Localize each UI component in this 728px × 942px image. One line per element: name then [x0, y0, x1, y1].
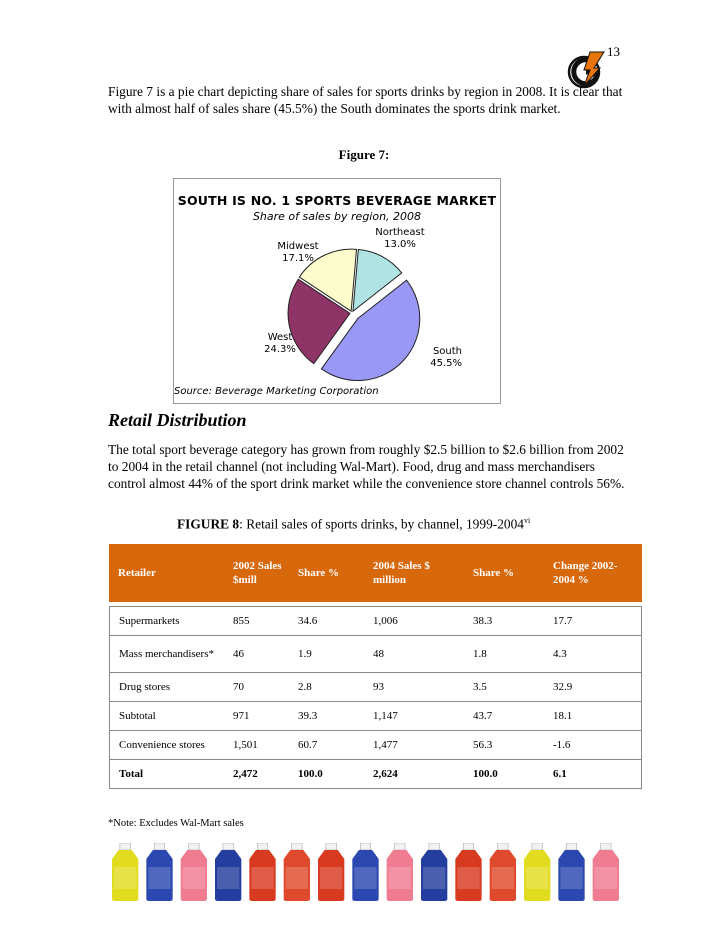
table-cell: 56.3	[464, 730, 544, 759]
page-number: 13	[607, 44, 620, 59]
slice-name: West	[267, 332, 293, 343]
table-row	[109, 701, 642, 730]
table-cell: 60.7	[289, 730, 364, 759]
bottle-icon	[558, 843, 584, 901]
column-header: Change 2002-2004 %	[544, 544, 642, 602]
table-cell: Total	[109, 759, 224, 789]
bottle-icon	[421, 843, 447, 901]
bottle-icon	[387, 843, 413, 901]
slice-label-west	[258, 332, 302, 356]
table-cell: 3.5	[464, 672, 544, 701]
table-cell: 32.9	[544, 672, 642, 701]
bottle-icon	[284, 843, 310, 901]
table-header-row	[109, 544, 642, 602]
figure8-caption-text: : Retail sales of sports drinks, by channel, 1999-2004	[239, 516, 525, 532]
bottle-icon	[146, 843, 172, 901]
slice-value: 24.3%	[264, 344, 296, 355]
bottle-icon	[352, 843, 378, 901]
slice-name: Midwest	[277, 241, 319, 252]
bottle-icon	[215, 843, 241, 901]
section-heading: Retail Distribution	[108, 410, 247, 430]
table-cell: 2.8	[289, 672, 364, 701]
chart-title: SOUTH IS NO. 1 SPORTS BEVERAGE MARKET	[177, 193, 497, 208]
slice-value: 45.5%	[430, 358, 462, 369]
figure8-caption	[177, 516, 530, 532]
table-cell: 100.0	[464, 759, 544, 789]
bottle-icon	[593, 843, 619, 901]
slice-name: Northeast	[375, 227, 425, 238]
bottle-icon	[181, 843, 207, 901]
slice-value: 13.0%	[384, 239, 416, 250]
bottles-image	[108, 843, 623, 901]
bottle-icon	[455, 843, 481, 901]
table-cell: -1.6	[544, 730, 642, 759]
table-cell: 2,624	[364, 759, 464, 789]
table-cell: 1.9	[289, 635, 364, 672]
retail-sales-table	[109, 544, 642, 789]
table-cell: 4.3	[544, 635, 642, 672]
bottle-icon	[112, 843, 138, 901]
table-cell: 93	[364, 672, 464, 701]
bottle-icon	[524, 843, 550, 901]
table-note: *Note: Excludes Wal-Mart sales	[108, 818, 244, 829]
table-cell: 100.0	[289, 759, 364, 789]
pie-chart-figure	[173, 178, 501, 404]
intro-paragraph: Figure 7 is a pie chart depicting share of sales for sports drinks by region in 2008. It is clear that with almost half of sales share (45.5%) the South dominates the sports drink market.	[108, 84, 623, 116]
figure8-label: FIGURE 8	[177, 516, 240, 532]
bottle-icon	[249, 843, 275, 901]
column-header: Share %	[289, 544, 364, 602]
figure8-footnote: vi	[524, 516, 531, 525]
table-row-total	[109, 759, 642, 789]
table-cell: 18.1	[544, 701, 642, 730]
table-cell: 17.7	[544, 606, 642, 635]
table-cell: 1,477	[364, 730, 464, 759]
table-cell: 70	[224, 672, 289, 701]
slice-label-south	[420, 346, 462, 370]
slice-value: 17.1%	[282, 253, 314, 264]
bottle-icon	[318, 843, 344, 901]
slice-label-midwest	[272, 241, 324, 265]
table-cell: 1,501	[224, 730, 289, 759]
table-cell: 1,006	[364, 606, 464, 635]
table-cell: 6.1	[544, 759, 642, 789]
table-cell: 971	[224, 701, 289, 730]
table-cell: 48	[364, 635, 464, 672]
bottle-icon	[490, 843, 516, 901]
table-cell: 1.8	[464, 635, 544, 672]
table-cell: 43.7	[464, 701, 544, 730]
table-cell: Convenience stores	[109, 730, 224, 759]
table-row	[109, 606, 642, 635]
column-header: 2002 Sales $mill	[224, 544, 289, 602]
column-header: Retailer	[109, 544, 224, 602]
table-cell: Mass merchandisers*	[109, 635, 224, 672]
table-cell: 1,147	[364, 701, 464, 730]
table-cell: 46	[224, 635, 289, 672]
table-row	[109, 635, 642, 672]
chart-source: Source: Beverage Marketing Corporation	[174, 386, 379, 397]
chart-subtitle: Share of sales by region, 2008	[252, 210, 422, 223]
section-paragraph: The total sport beverage category has grown from roughly $2.5 billion to $2.6 billion from 2002 to 2004 in the retail channel (not including Wal-Mart). Food, drug and mass merchandisers control almost 44% of the sport drink market while the convenience store channel controls 56%.	[108, 442, 625, 491]
slice-name: South	[432, 346, 462, 357]
table-cell: 39.3	[289, 701, 364, 730]
table-row	[109, 730, 642, 759]
slice-label-northeast	[372, 227, 428, 251]
table-cell: Supermarkets	[109, 606, 224, 635]
table-cell: Drug stores	[109, 672, 224, 701]
table-cell: Subtotal	[109, 701, 224, 730]
table-cell: 38.3	[464, 606, 544, 635]
table-cell: 2,472	[224, 759, 289, 789]
figure7-label: Figure 7:	[338, 147, 390, 162]
column-header: 2004 Sales $ million	[364, 544, 464, 602]
table-cell: 855	[224, 606, 289, 635]
column-header: Share %	[464, 544, 544, 602]
table-row	[109, 672, 642, 701]
table-cell: 34.6	[289, 606, 364, 635]
